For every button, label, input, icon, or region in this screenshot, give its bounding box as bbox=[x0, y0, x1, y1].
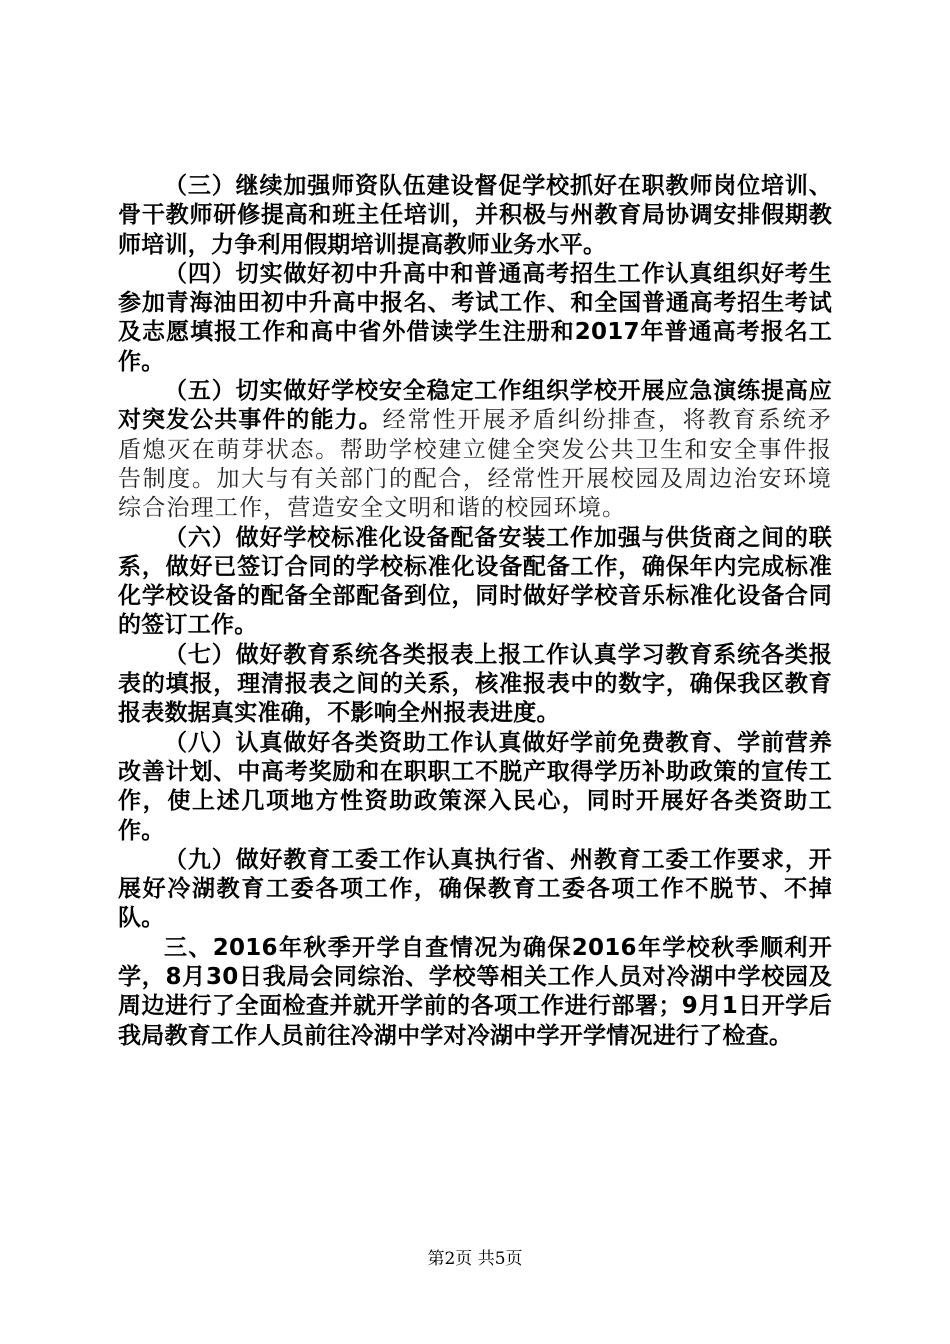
page-number-footer: 第2页 共5页 bbox=[427, 1249, 523, 1269]
paragraph-section-8: （八）认真做好各类资助工作认真做好学前免费教育、学前营养改善计划、中高考奖励和在职职工不脱产取得学历补助政策的宣传工作，使上述几项地方性资助政策深入民心，同时开展好各类资助工作。 bbox=[118, 729, 832, 844]
paragraph-section-6: （六）做好学校标准化设备配备安装工作加强与供货商之间的联系，做好已签订合同的学校标准化设备配备工作，确保年内完成标准化学校设备的配备全部配备到位，同时做好学校音乐标准化设备合同的签订工作。 bbox=[118, 524, 832, 639]
paragraph-section-7: （七）做好教育系统各类报表上报工作认真学习教育系统各类报表的填报，理清报表之间的关系，核准报表中的数字，确保我区教育报表数据真实准确，不影响全州报表进度。 bbox=[118, 641, 832, 727]
paragraph-part-three: 三、2016年秋季开学自查情况为确保2016年学校秋季顺利开学，8月30日我局会同综治、学校等相关工作人员对冷湖中学校园及周边进行了全面检查并就开学前的各项工作进行部署；9月1日开学后我局教育工作人员前往冷湖中学对冷湖中学开学情况进行了检查。 bbox=[118, 934, 832, 1049]
document-body bbox=[118, 172, 832, 1051]
paragraph-section-5-body: 经常性开展矛盾纠纷排查，将教育系统矛盾熄灭在萌芽状态。帮助学校建立健全突发公共卫生和安全事件报告制度。加大与有关部门的配合，经常性开展校园及周边治安环境综合治理工作，营造安全文明和谐的校园环境。 bbox=[118, 407, 833, 522]
paragraph-section-4: （四）切实做好初中升高中和普通高考招生工作认真组织好考生参加青海油田初中升高中报名、考试工作、和全国普通高考招生考试及志愿填报工作和高中省外借读学生注册和2017年普通高考报名工作。 bbox=[118, 260, 832, 375]
paragraph-section-9: （九）做好教育工委工作认真执行省、州教育工委工作要求，开展好冷湖教育工委各项工作，确保教育工委各项工作不脱节、不掉队。 bbox=[118, 846, 832, 932]
paragraph-section-5-heading: （五）切实做好学校安全稳定工作组织学校开展应急演练提高应对突发公共事件的能力。 bbox=[118, 378, 832, 434]
paragraph-section-3: （三）继续加强师资队伍建设督促学校抓好在职教师岗位培训、骨干教师研修提高和班主任培训，并积极与州教育局协调安排假期教师培训，力争利用假期培训提高教师业务水平。 bbox=[118, 173, 832, 258]
paragraph-section-5 bbox=[118, 377, 832, 523]
